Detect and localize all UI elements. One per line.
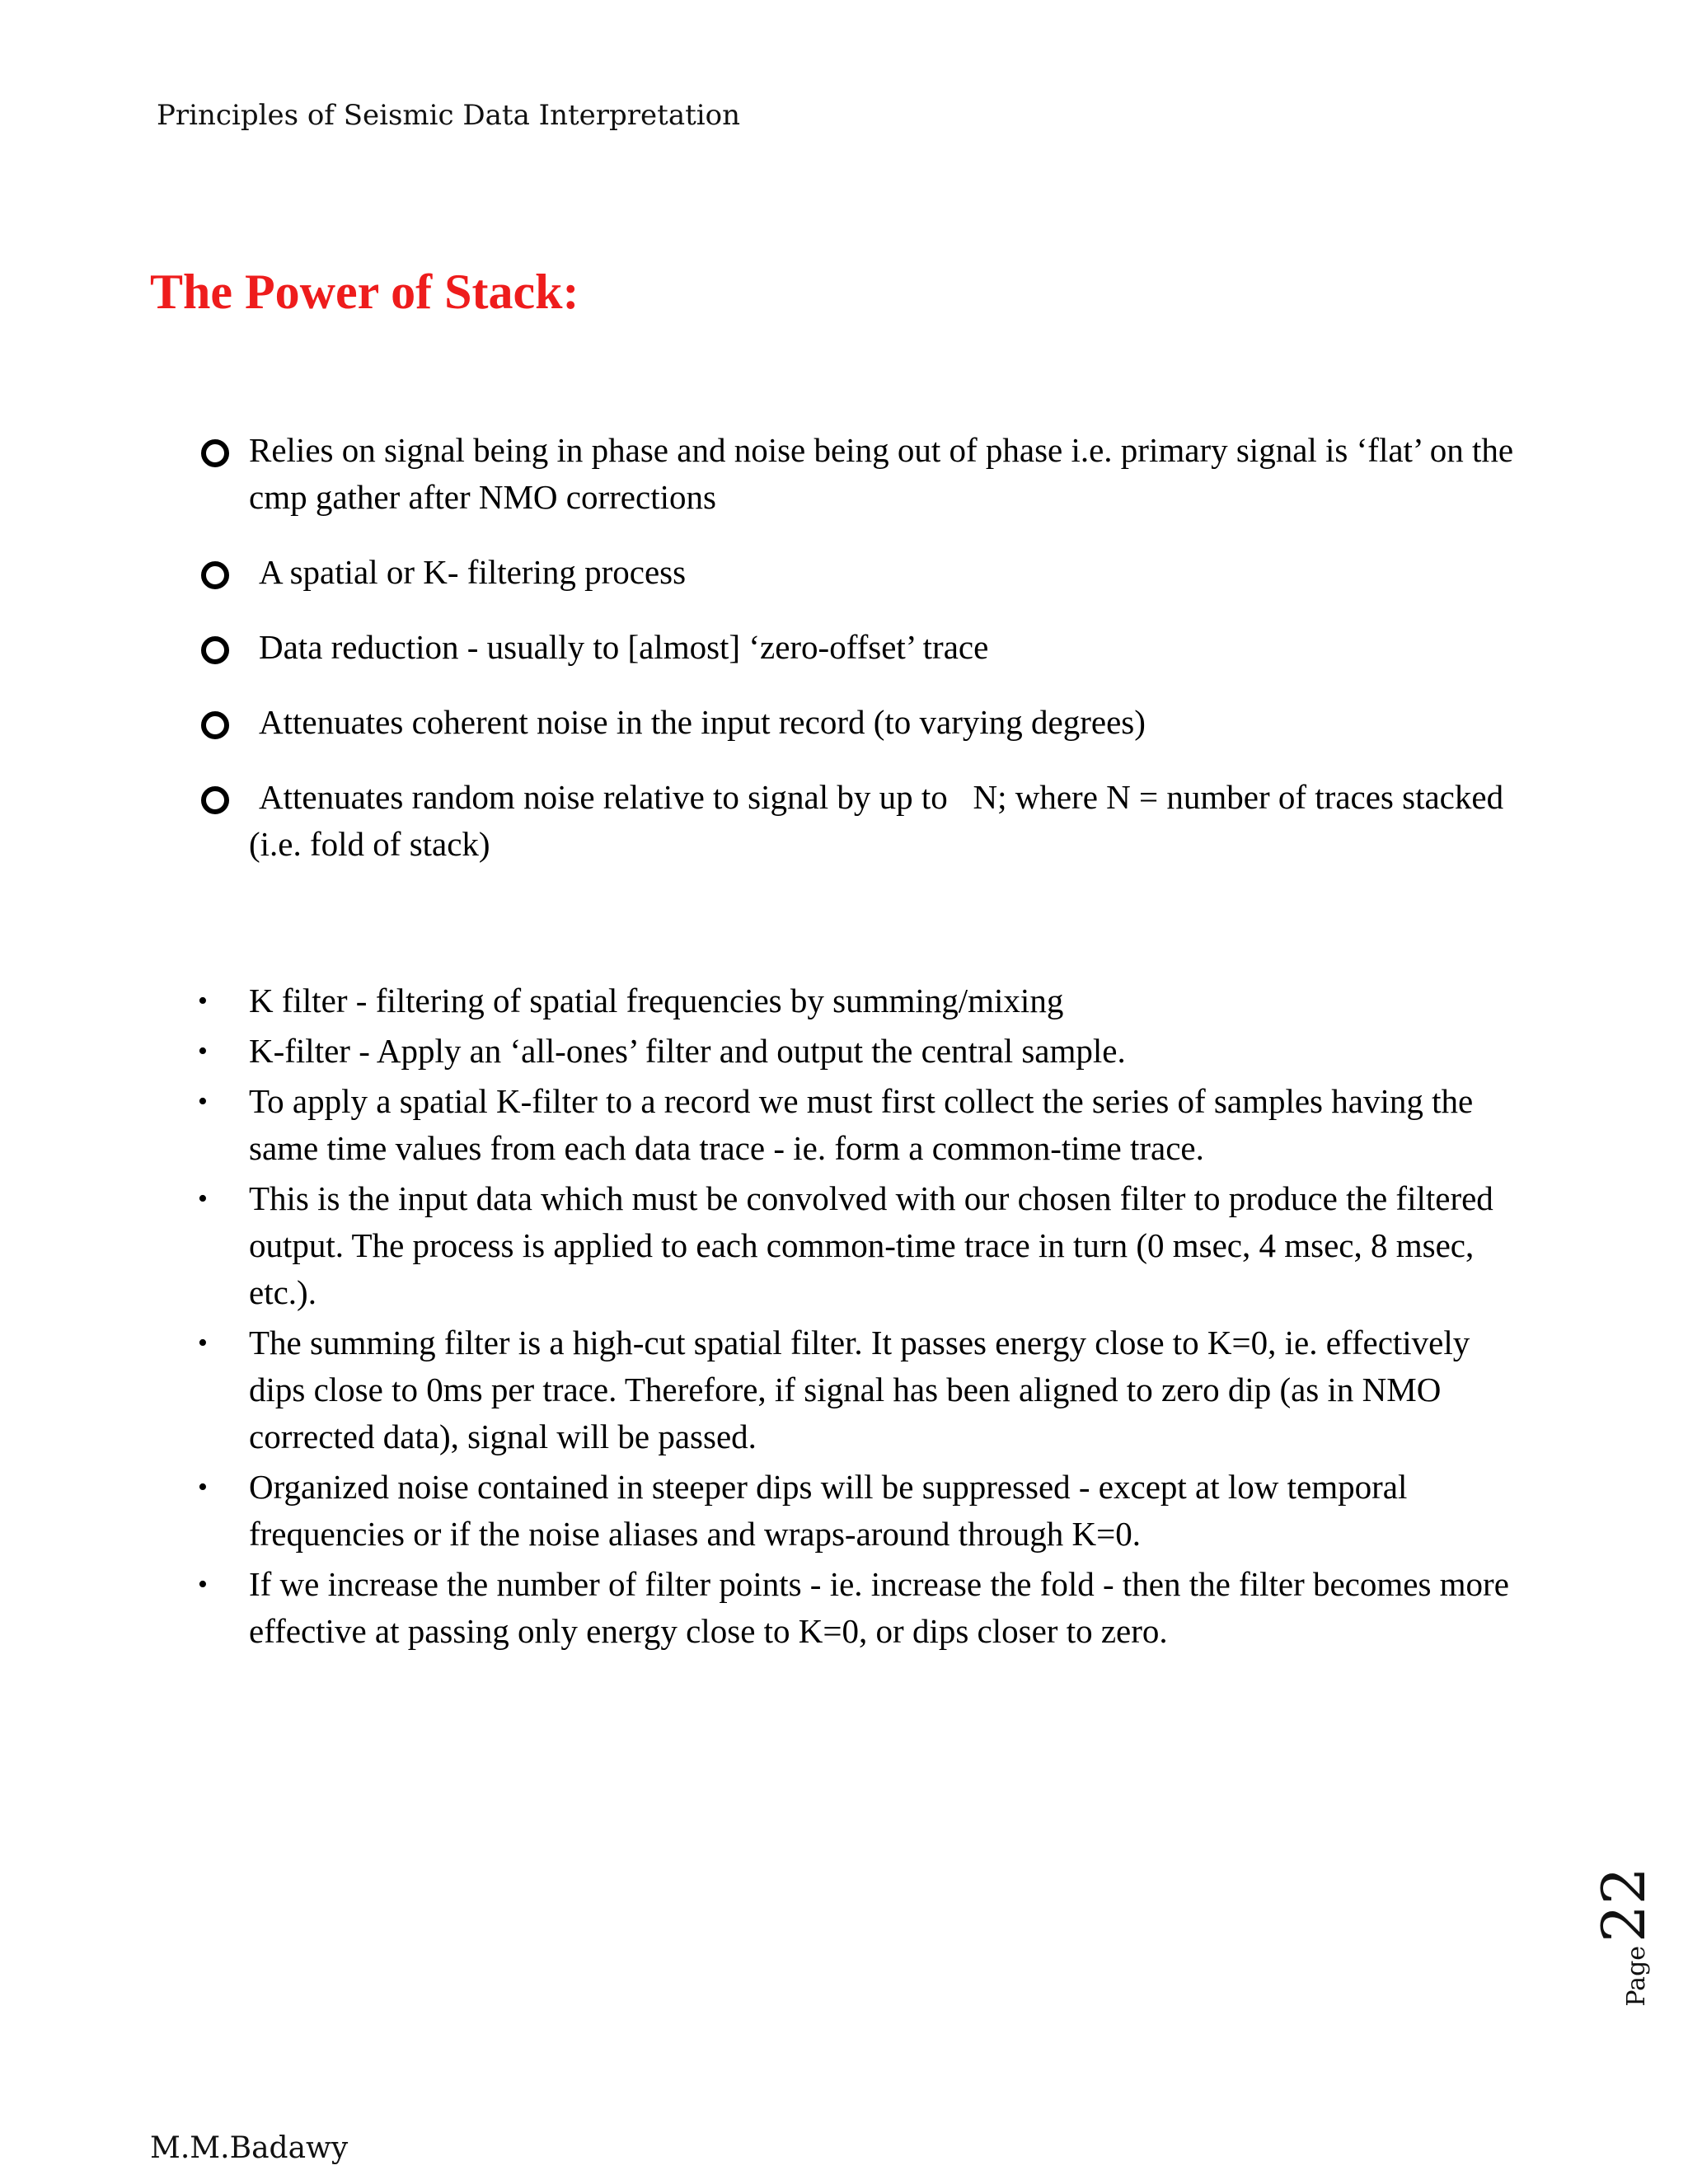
hollow-circle-bullet-icon [201,636,229,664]
list-item [198,1078,1525,1172]
bullet-dot-icon: • [198,1569,208,1600]
list-item-text: The summing filter is a high-cut spatial filter. It passes energy close to K=0, ie. effectively dips close to 0ms per trace. Therefore, if signal has been aligned to zero dip (as in NMO corrected data), signal will be passed. [249,1324,1470,1455]
hollow-circle-bullet-icon [201,711,229,739]
running-header: Principles of Seismic Data Interpretation [157,99,741,132]
list-item-text: Relies on signal being in phase and noise being out of phase i.e. primary signal is ‘flat’ on the cmp gather after NMO corrections [249,431,1514,516]
bullet-dot-icon: • [198,1472,208,1502]
list-item-text: To apply a spatial K-filter to a record we must first collect the series of samples having the same time values from each data trace - ie. form a common-time trace. [249,1082,1474,1167]
list-item [198,1561,1525,1655]
bullet-dot-icon: • [198,1086,208,1117]
hollow-circle-bullet-icon [201,561,229,589]
list-item [198,1028,1525,1075]
list-item-text: Attenuates coherent noise in the input record (to varying degrees) [259,703,1146,741]
circle-list-item [198,624,1517,671]
bullet-dot-icon: • [198,986,208,1016]
list-item-text: If we increase the number of filter points - ie. increase the fold - then the filter becomes more effective at passing only energy close to K=0, or dips closer to zero. [249,1565,1509,1650]
list-item-text: Attenuates random noise relative to signal by up to N; where N = number of traces stacked (i.e. fold of stack) [249,778,1504,863]
hollow-circle-bullet-icon [201,786,229,814]
section-title: The Power of Stack: [150,265,579,319]
list-item-text: Organized noise contained in steeper dips will be suppressed - except at low temporal frequencies or if the noise aliases and wraps-around through K=0. [249,1468,1408,1553]
author-footer: M.M.Badawy [150,2131,349,2165]
circle-bullet-list [198,427,1517,896]
list-item-text: K-filter - Apply an ‘all-ones’ filter and output the central sample. [249,1032,1126,1070]
hollow-circle-bullet-icon [201,439,229,467]
page-number [1589,1830,1658,2044]
list-item [198,1464,1525,1558]
list-item-text: A spatial or K- filtering process [259,553,687,591]
bullet-dot-icon: • [198,1183,208,1214]
page-number-value: 22 [1589,1867,1658,1943]
circle-list-item [198,549,1517,596]
circle-list-item [198,774,1517,868]
circle-list-item [198,699,1517,746]
list-item-text: Data reduction - usually to [almost] ‘zero-offset’ trace [259,628,989,666]
list-item-text: This is the input data which must be convolved with our chosen filter to produce the filtered output. The process is applied to each common-time trace in turn (0 msec, 4 msec, 8 msec, etc.). [249,1179,1493,1311]
page-label: Page [1622,1945,1651,2007]
list-item [198,1175,1525,1316]
circle-list-item [198,427,1517,521]
list-item [198,1319,1525,1460]
bullet-dot-icon: • [198,1328,208,1358]
list-item [198,977,1525,1024]
bullet-list [198,977,1525,1658]
list-item-text: K filter - filtering of spatial frequencies by summing/mixing [249,982,1064,1019]
bullet-dot-icon: • [198,1036,208,1066]
